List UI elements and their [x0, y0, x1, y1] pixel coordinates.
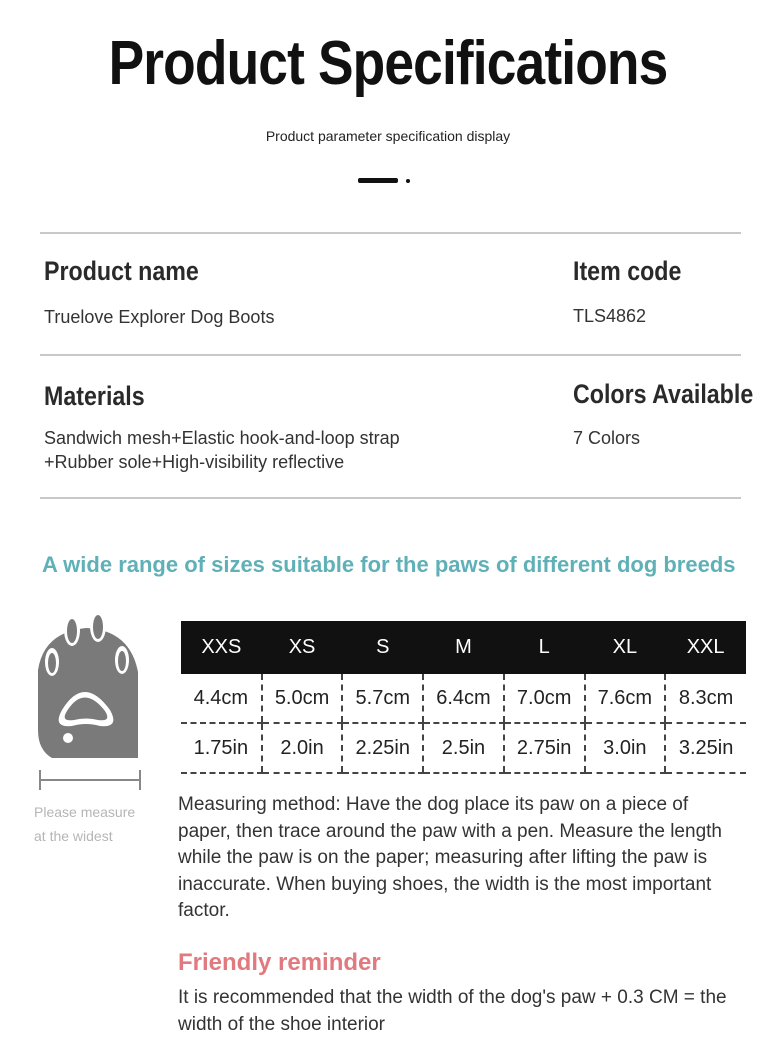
size-header: M: [423, 621, 504, 674]
product-name-value: Truelove Explorer Dog Boots: [44, 307, 275, 327]
reminder-title: Friendly reminder: [178, 949, 381, 976]
size-header: XS: [262, 621, 343, 674]
size-cell-cm: 7.6cm: [585, 674, 666, 723]
colors-available-value: 7 Colors: [573, 428, 641, 448]
size-cell-cm: 5.0cm: [262, 674, 343, 723]
item-code-label: Item code: [573, 256, 682, 286]
divider-top: [40, 232, 741, 234]
size-header: XL: [585, 621, 666, 674]
size-cell-inch: 2.25in: [342, 723, 423, 773]
size-header: L: [504, 621, 585, 674]
size-cell-inch: 3.0in: [585, 723, 666, 773]
size-table: [181, 621, 746, 774]
paw-measure-icon: [34, 600, 146, 800]
reminder-text: It is recommended that the width of the dog's paw + 0.3 CM = the width of the shoe interior: [178, 987, 727, 1035]
colors-available-label: Colors Available: [573, 379, 754, 409]
item-code-value: TLS4862: [573, 306, 647, 326]
size-cell-inch: 2.0in: [262, 723, 343, 773]
size-cell-cm: 5.7cm: [342, 674, 423, 723]
materials-value: [44, 426, 400, 474]
measuring-method-text: Measuring method: Have the dog place its paw on a piece of paper, then trace around the paw with a pen. Measure the length while the paw is on the paper; measuring after lifting the paw is inaccurate. When buying shoes, the width is the most important factor.: [178, 794, 722, 921]
size-cell-inch: 1.75in: [181, 723, 262, 773]
size-range-heading: A wide range of sizes suitable for the paws of different dog breeds: [42, 552, 736, 577]
size-cell-inch: 2.5in: [423, 723, 504, 773]
materials-line: Sandwich mesh+Elastic hook-and-loop strap: [44, 428, 400, 448]
page-title: Product Specifications: [108, 29, 668, 98]
size-header-row: [181, 621, 746, 674]
size-header: S: [342, 621, 423, 674]
size-cell-cm: 8.3cm: [665, 674, 746, 723]
divider-middle: [40, 354, 741, 356]
measure-note-line: at the widest: [34, 828, 113, 844]
product-name-label: Product name: [44, 256, 199, 286]
size-row-cm: [181, 674, 746, 723]
size-header: XXL: [665, 621, 746, 674]
size-cell-cm: 4.4cm: [181, 674, 262, 723]
size-cell-inch: 2.75in: [504, 723, 585, 773]
size-cell-cm: 6.4cm: [423, 674, 504, 723]
size-row-inch: [181, 723, 746, 773]
materials-label: Materials: [44, 381, 145, 411]
measure-note-line: Please measure: [34, 804, 136, 820]
materials-line: +Rubber sole+High-visibility reflective: [44, 452, 345, 472]
size-cell-cm: 7.0cm: [504, 674, 585, 723]
size-cell-inch: 3.25in: [665, 723, 746, 773]
measure-note: [34, 800, 135, 848]
size-header: XXS: [181, 621, 262, 674]
divider-bottom: [40, 497, 741, 499]
page-subtitle: Product parameter specification display: [265, 128, 511, 144]
